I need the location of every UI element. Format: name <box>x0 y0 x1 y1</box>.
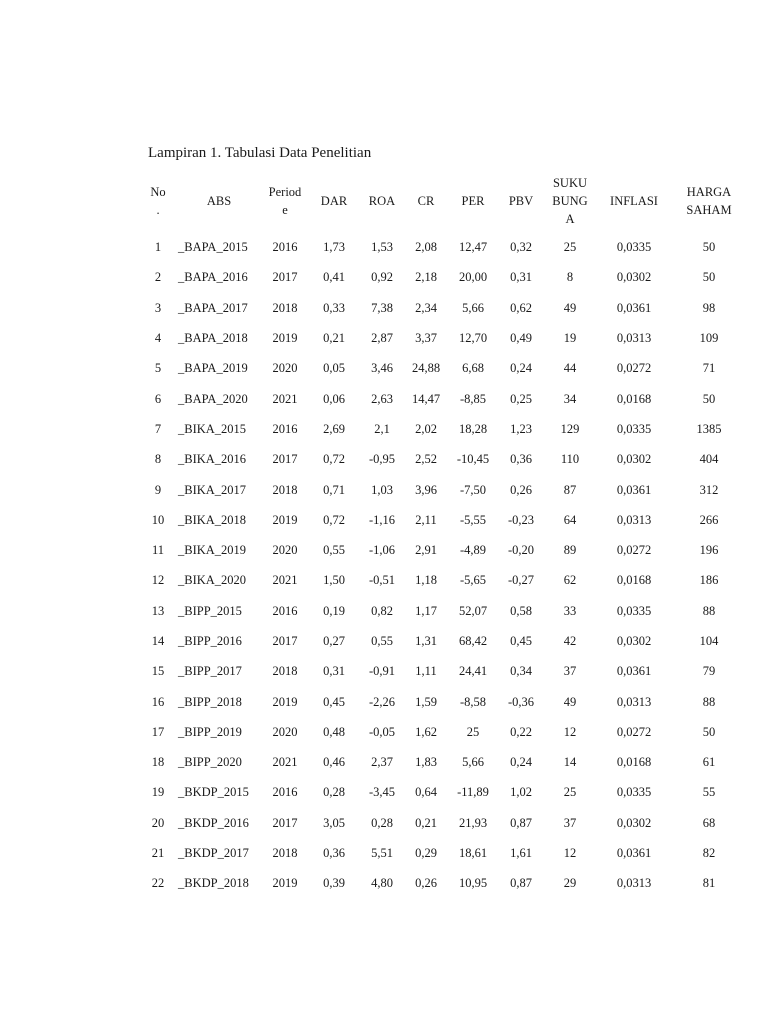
cell-harga-saham: 109 <box>699 331 719 346</box>
table-row <box>140 444 748 474</box>
cell-dar: 0,05 <box>323 361 345 376</box>
cell-dar: 0,72 <box>323 512 345 527</box>
cell-per: 6,68 <box>462 361 484 376</box>
column-header-inflasi <box>598 170 670 232</box>
cell-suku-bunga: 89 <box>563 543 577 558</box>
table-row <box>140 596 748 626</box>
cell-cr: 3,96 <box>415 482 437 497</box>
cell-dar: 2,69 <box>323 421 345 436</box>
cell-inflasi: 0,0302 <box>616 634 652 648</box>
cell-pbv: 0,32 <box>510 240 532 255</box>
cell-cr: 2,02 <box>415 421 437 436</box>
cell-roa: 2,63 <box>371 391 393 406</box>
cell-abs: _BIPP_2020 <box>178 755 242 770</box>
table-row <box>140 353 748 383</box>
cell-inflasi: 0,0272 <box>616 724 652 739</box>
cell-suku-bunga: 12 <box>563 846 577 861</box>
cell-no: 6 <box>154 391 162 406</box>
cell-no: 15 <box>151 664 165 679</box>
cell-dar: 0,31 <box>323 664 345 679</box>
cell-abs: _BIKA_2020 <box>178 573 247 588</box>
cell-cr: 1,18 <box>415 573 437 588</box>
cell-pbv: 0,87 <box>510 876 532 891</box>
cell-roa: 0,55 <box>371 634 393 648</box>
cell-abs: _BIKA_2019 <box>178 543 247 558</box>
cell-dar: 0,48 <box>323 724 345 739</box>
cell-periode: 2018 <box>272 664 298 679</box>
table-row <box>140 868 748 898</box>
cell-no: 5 <box>154 361 162 376</box>
cell-no: 22 <box>151 876 165 891</box>
cell-periode: 2021 <box>272 755 298 770</box>
cell-pbv: 0,87 <box>510 815 532 830</box>
cell-cr: 14,47 <box>411 391 441 406</box>
cell-periode: 2019 <box>272 876 298 891</box>
cell-harga-saham: 88 <box>702 603 716 618</box>
column-header-text: INFLASI <box>610 194 658 208</box>
cell-periode: 2019 <box>272 512 298 527</box>
cell-periode: 2016 <box>272 603 298 618</box>
cell-suku-bunga: 33 <box>563 603 577 618</box>
column-header-text: . <box>156 203 160 217</box>
cell-roa: -0,05 <box>368 724 396 739</box>
cell-pbv: -0,36 <box>507 694 535 709</box>
cell-cr: 0,21 <box>415 815 437 830</box>
cell-suku-bunga: 34 <box>563 391 577 406</box>
column-header-text: Period <box>268 185 302 199</box>
cell-periode: 2019 <box>272 331 298 346</box>
cell-periode: 2016 <box>272 421 298 436</box>
cell-harga-saham: 81 <box>702 876 716 891</box>
cell-pbv: 0,31 <box>510 270 532 285</box>
cell-inflasi: 0,0168 <box>616 391 652 406</box>
cell-per: -8,58 <box>459 694 487 709</box>
cell-periode: 2017 <box>272 452 298 467</box>
table-row <box>140 293 748 323</box>
cell-cr: 0,26 <box>415 876 437 891</box>
cell-abs: _BAPA_2019 <box>178 361 248 376</box>
cell-periode: 2019 <box>272 694 298 709</box>
cell-harga-saham: 50 <box>702 391 716 406</box>
cell-harga-saham: 61 <box>702 755 716 770</box>
cell-abs: _BKDP_2018 <box>178 876 249 891</box>
cell-roa: 7,38 <box>371 300 393 315</box>
table-row <box>140 565 748 595</box>
cell-cr: 3,37 <box>415 331 437 346</box>
cell-cr: 2,91 <box>415 543 437 558</box>
cell-dar: 0,33 <box>323 300 345 315</box>
table-row <box>140 535 748 565</box>
cell-per: 10,95 <box>458 876 488 891</box>
cell-inflasi: 0,0313 <box>616 694 652 709</box>
cell-harga-saham: 104 <box>699 634 719 648</box>
table-row <box>140 656 748 686</box>
table-row <box>140 717 748 747</box>
cell-abs: _BIPP_2017 <box>178 664 242 679</box>
cell-inflasi: 0,0313 <box>616 876 652 891</box>
cell-per: 18,61 <box>458 846 488 861</box>
cell-dar: 0,36 <box>323 846 345 861</box>
column-header-text: A <box>565 212 575 226</box>
data-table <box>140 170 748 899</box>
header-row <box>140 170 748 232</box>
cell-abs: _BIKA_2015 <box>178 421 247 436</box>
cell-abs: _BKDP_2015 <box>178 785 249 800</box>
cell-dar: 0,46 <box>323 755 345 770</box>
cell-periode: 2017 <box>272 270 298 285</box>
cell-inflasi: 0,0361 <box>616 300 652 315</box>
cell-pbv: 1,23 <box>510 421 532 436</box>
cell-harga-saham: 186 <box>699 573 719 588</box>
cell-inflasi: 0,0302 <box>616 452 652 467</box>
cell-roa: 2,1 <box>374 421 390 436</box>
cell-periode: 2016 <box>272 240 298 255</box>
cell-per: -11,89 <box>457 785 489 800</box>
column-header-text: SUKU <box>552 176 588 190</box>
cell-roa: -2,26 <box>368 694 396 709</box>
cell-suku-bunga: 62 <box>563 573 577 588</box>
cell-per: 68,42 <box>458 634 488 648</box>
column-header-pbv <box>500 170 542 232</box>
column-header-roa <box>358 170 406 232</box>
cell-cr: 2,11 <box>415 512 437 527</box>
cell-periode: 2018 <box>272 482 298 497</box>
cell-inflasi: 0,0168 <box>616 755 652 770</box>
cell-pbv: 0,49 <box>510 331 532 346</box>
cell-no: 16 <box>151 694 165 709</box>
cell-dar: 0,06 <box>323 391 345 406</box>
cell-per: 12,70 <box>458 331 488 346</box>
cell-cr: 0,64 <box>415 785 437 800</box>
cell-cr: 1,83 <box>415 755 437 770</box>
cell-abs: _BIKA_2018 <box>178 512 247 527</box>
cell-inflasi: 0,0313 <box>616 512 652 527</box>
cell-abs: _BAPA_2015 <box>178 240 248 255</box>
cell-abs: _BIPP_2019 <box>178 724 242 739</box>
cell-inflasi: 0,0361 <box>616 664 652 679</box>
cell-cr: 1,59 <box>415 694 437 709</box>
cell-per: 52,07 <box>458 603 488 618</box>
cell-pbv: 0,24 <box>510 361 532 376</box>
cell-harga-saham: 196 <box>699 543 719 558</box>
cell-harga-saham: 50 <box>702 240 716 255</box>
cell-inflasi: 0,0272 <box>616 361 652 376</box>
table-body <box>140 232 748 899</box>
table-row <box>140 474 748 504</box>
table-header <box>140 170 748 232</box>
cell-no: 20 <box>151 815 165 830</box>
cell-no: 8 <box>154 452 162 467</box>
column-header-text: CR <box>417 194 435 208</box>
cell-harga-saham: 98 <box>702 300 716 315</box>
cell-suku-bunga: 64 <box>563 512 577 527</box>
cell-per: 20,00 <box>458 270 488 285</box>
cell-inflasi: 0,0272 <box>616 543 652 558</box>
cell-dar: 0,41 <box>323 270 345 285</box>
cell-abs: _BIKA_2017 <box>178 482 247 497</box>
column-header-text: No <box>150 185 166 199</box>
column-header-cr <box>406 170 446 232</box>
table-row <box>140 777 748 807</box>
cell-suku-bunga: 12 <box>563 724 577 739</box>
cell-cr: 1,11 <box>415 664 437 679</box>
table-row <box>140 626 748 656</box>
cell-pbv: 0,24 <box>510 755 532 770</box>
cell-periode: 2020 <box>272 543 298 558</box>
cell-dar: 0,39 <box>323 876 345 891</box>
table-caption: Lampiran 1. Tabulasi Data Penelitian <box>148 145 372 161</box>
table-row <box>140 232 748 262</box>
cell-abs: _BAPA_2018 <box>178 331 248 346</box>
cell-suku-bunga: 87 <box>563 482 577 497</box>
cell-inflasi: 0,0335 <box>616 421 652 436</box>
cell-roa: 0,92 <box>371 270 393 285</box>
column-header-periode <box>260 170 310 232</box>
cell-suku-bunga: 29 <box>563 876 577 891</box>
cell-inflasi: 0,0313 <box>616 331 652 346</box>
cell-cr: 1,62 <box>415 724 437 739</box>
cell-suku-bunga: 25 <box>563 785 577 800</box>
cell-suku-bunga: 49 <box>563 300 577 315</box>
cell-pbv: 0,62 <box>510 300 532 315</box>
cell-inflasi: 0,0335 <box>616 603 652 618</box>
cell-inflasi: 0,0335 <box>616 785 652 800</box>
table-row <box>140 505 748 535</box>
column-header-suku-bunga <box>542 170 598 232</box>
cell-suku-bunga: 42 <box>563 634 577 648</box>
cell-suku-bunga: 49 <box>563 694 577 709</box>
cell-suku-bunga: 14 <box>563 755 577 770</box>
table-row <box>140 323 748 353</box>
cell-per: -4,89 <box>459 543 487 558</box>
cell-no: 17 <box>151 724 165 739</box>
cell-no: 3 <box>154 300 162 315</box>
cell-suku-bunga: 19 <box>563 331 577 346</box>
cell-per: -10,45 <box>456 452 490 467</box>
cell-roa: 1,03 <box>371 482 393 497</box>
cell-roa: 0,28 <box>371 815 393 830</box>
cell-pbv: 0,26 <box>510 482 532 497</box>
cell-suku-bunga: 37 <box>563 664 577 679</box>
cell-per: -7,50 <box>459 482 487 497</box>
cell-per: -5,55 <box>459 512 487 527</box>
cell-suku-bunga: 129 <box>560 421 580 436</box>
cell-dar: 0,55 <box>323 543 345 558</box>
cell-harga-saham: 50 <box>702 270 716 285</box>
cell-roa: -0,91 <box>368 664 396 679</box>
cell-abs: _BIPP_2018 <box>178 694 242 709</box>
cell-pbv: 1,61 <box>510 846 532 861</box>
cell-roa: -1,16 <box>368 512 396 527</box>
cell-no: 11 <box>151 543 165 558</box>
table-row <box>140 383 748 413</box>
column-header-abs <box>176 170 260 232</box>
cell-periode: 2021 <box>272 391 298 406</box>
cell-pbv: 0,45 <box>510 634 532 648</box>
cell-per: -8,85 <box>459 391 487 406</box>
cell-no: 12 <box>151 573 165 588</box>
cell-suku-bunga: 110 <box>560 452 580 467</box>
cell-abs: _BAPA_2020 <box>178 391 248 406</box>
cell-suku-bunga: 44 <box>563 361 577 376</box>
cell-suku-bunga: 37 <box>563 815 577 830</box>
cell-periode: 2018 <box>272 300 298 315</box>
cell-harga-saham: 266 <box>699 512 719 527</box>
table-row <box>140 808 748 838</box>
column-header-no <box>140 170 176 232</box>
cell-abs: _BIKA_2016 <box>178 452 247 467</box>
cell-dar: 0,72 <box>323 452 345 467</box>
cell-pbv: 1,02 <box>510 785 532 800</box>
cell-pbv: 0,36 <box>510 452 532 467</box>
cell-per: 5,66 <box>462 755 484 770</box>
cell-roa: 1,53 <box>371 240 393 255</box>
cell-pbv: 0,58 <box>510 603 532 618</box>
table-row <box>140 262 748 292</box>
cell-harga-saham: 71 <box>702 361 716 376</box>
cell-periode: 2016 <box>272 785 298 800</box>
cell-roa: -1,06 <box>368 543 396 558</box>
cell-per: 21,93 <box>458 815 488 830</box>
column-header-dar <box>310 170 358 232</box>
cell-abs: _BIPP_2015 <box>178 603 242 618</box>
cell-no: 9 <box>154 482 162 497</box>
cell-cr: 1,31 <box>415 634 437 648</box>
cell-abs: _BKDP_2017 <box>178 846 249 861</box>
cell-per: 24,41 <box>458 664 488 679</box>
cell-dar: 0,45 <box>323 694 345 709</box>
cell-no: 19 <box>151 785 165 800</box>
cell-harga-saham: 79 <box>702 664 716 679</box>
cell-periode: 2020 <box>272 361 298 376</box>
cell-pbv: 0,22 <box>510 724 532 739</box>
cell-no: 1 <box>154 240 162 255</box>
cell-pbv: -0,23 <box>507 512 535 527</box>
cell-pbv: -0,20 <box>507 543 535 558</box>
column-header-text: DAR <box>320 194 348 208</box>
cell-abs: _BKDP_2016 <box>178 815 249 830</box>
cell-inflasi: 0,0361 <box>616 482 652 497</box>
cell-inflasi: 0,0302 <box>616 270 652 285</box>
table-row <box>140 747 748 777</box>
table-row <box>140 686 748 716</box>
cell-per: 5,66 <box>462 300 484 315</box>
cell-no: 13 <box>151 603 165 618</box>
cell-cr: 24,88 <box>411 361 441 376</box>
cell-pbv: 0,25 <box>510 391 532 406</box>
cell-dar: 1,73 <box>323 240 345 255</box>
column-header-text: SAHAM <box>686 203 732 217</box>
cell-roa: -3,45 <box>368 785 396 800</box>
cell-inflasi: 0,0335 <box>616 240 652 255</box>
cell-periode: 2017 <box>272 634 298 648</box>
cell-harga-saham: 404 <box>699 452 719 467</box>
cell-roa: 0,82 <box>371 603 393 618</box>
cell-dar: 1,50 <box>323 573 345 588</box>
cell-harga-saham: 88 <box>702 694 716 709</box>
column-header-text: PER <box>461 194 485 208</box>
cell-harga-saham: 1385 <box>696 421 722 436</box>
cell-cr: 2,34 <box>415 300 437 315</box>
cell-no: 4 <box>154 331 162 346</box>
cell-no: 18 <box>151 755 165 770</box>
cell-dar: 3,05 <box>323 815 345 830</box>
cell-periode: 2017 <box>272 815 298 830</box>
cell-cr: 2,08 <box>415 240 437 255</box>
cell-cr: 1,17 <box>415 603 437 618</box>
column-header-text: BUNG <box>552 194 588 208</box>
column-header-text: PBV <box>508 194 534 208</box>
column-header-text: ROA <box>368 194 396 208</box>
cell-abs: _BAPA_2017 <box>178 300 248 315</box>
table-row <box>140 838 748 868</box>
cell-abs: _BIPP_2016 <box>178 634 242 648</box>
cell-inflasi: 0,0361 <box>616 846 652 861</box>
cell-roa: 5,51 <box>371 846 393 861</box>
cell-roa: -0,95 <box>368 452 396 467</box>
cell-harga-saham: 55 <box>702 785 716 800</box>
cell-no: 10 <box>151 512 165 527</box>
cell-no: 21 <box>151 846 165 861</box>
cell-roa: 4,80 <box>371 876 393 891</box>
cell-roa: 3,46 <box>371 361 393 376</box>
cell-cr: 2,52 <box>415 452 437 467</box>
cell-harga-saham: 82 <box>702 846 716 861</box>
column-header-text: HARGA <box>686 185 732 199</box>
column-header-text: e <box>282 203 288 217</box>
cell-dar: 0,71 <box>323 482 345 497</box>
cell-pbv: -0,27 <box>507 573 535 588</box>
table-row <box>140 414 748 444</box>
cell-suku-bunga: 8 <box>566 270 574 285</box>
cell-roa: -0,51 <box>368 573 396 588</box>
cell-roa: 2,87 <box>371 331 393 346</box>
cell-per: 12,47 <box>458 240 488 255</box>
column-header-text: ABS <box>206 194 232 208</box>
cell-inflasi: 0,0302 <box>616 815 652 830</box>
cell-roa: 2,37 <box>371 755 393 770</box>
cell-per: 25 <box>466 724 480 739</box>
column-header-harga-saham <box>670 170 748 232</box>
cell-per: 18,28 <box>458 421 488 436</box>
cell-pbv: 0,34 <box>510 664 532 679</box>
cell-dar: 0,19 <box>323 603 345 618</box>
cell-cr: 0,29 <box>415 846 437 861</box>
cell-harga-saham: 312 <box>699 482 719 497</box>
cell-no: 2 <box>154 270 162 285</box>
cell-per: -5,65 <box>459 573 487 588</box>
cell-periode: 2021 <box>272 573 298 588</box>
cell-no: 14 <box>151 634 165 648</box>
cell-abs: _BAPA_2016 <box>178 270 248 285</box>
column-header-per <box>446 170 500 232</box>
cell-suku-bunga: 25 <box>563 240 577 255</box>
cell-dar: 0,21 <box>323 331 345 346</box>
cell-dar: 0,28 <box>323 785 345 800</box>
cell-harga-saham: 50 <box>702 724 716 739</box>
cell-periode: 2018 <box>272 846 298 861</box>
cell-periode: 2020 <box>272 724 298 739</box>
cell-no: 7 <box>154 421 162 436</box>
cell-inflasi: 0,0168 <box>616 573 652 588</box>
cell-cr: 2,18 <box>415 270 437 285</box>
cell-harga-saham: 68 <box>702 815 716 830</box>
cell-dar: 0,27 <box>323 634 345 648</box>
